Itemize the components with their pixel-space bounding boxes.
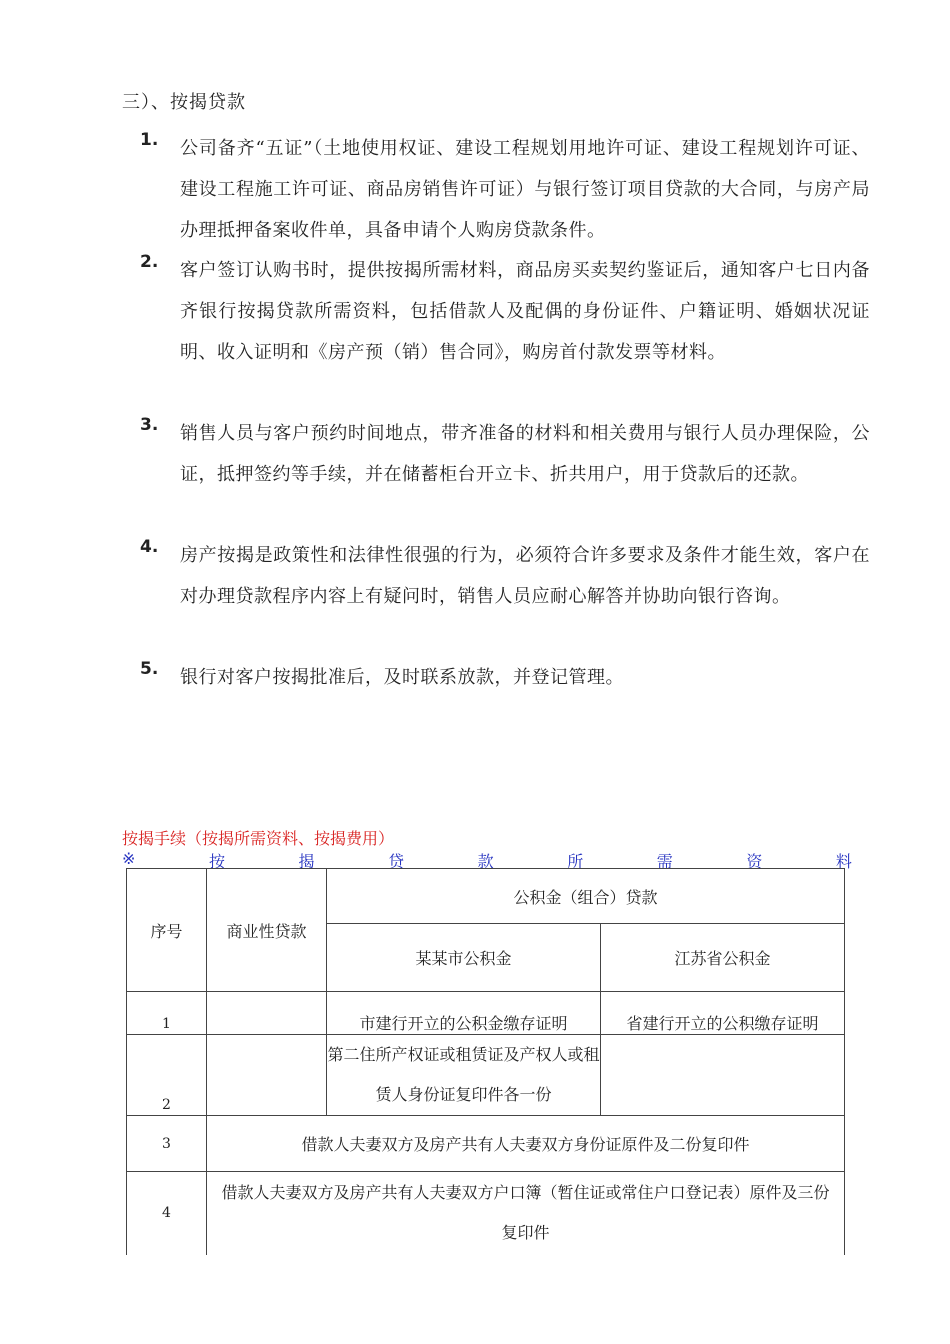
header-city-fund: 某某市公积金: [327, 924, 601, 992]
materials-table: [126, 868, 845, 1255]
row-province-fund: [601, 1035, 845, 1116]
materials-title-char: ※: [122, 849, 136, 868]
header-commercial-loan: 商业性贷款: [207, 869, 327, 992]
materials-title-char: 资: [746, 852, 763, 871]
table-header-row: [127, 869, 845, 924]
table-row: [127, 1035, 845, 1116]
materials-title-char: 贷: [388, 852, 405, 871]
list-item-number: 3.: [140, 415, 159, 435]
list-item-number: 1.: [140, 130, 159, 150]
list-item-text: 房产按揭是政策性和法律性很强的行为，必须符合许多要求及条件才能生效，客户在对办理贷款程序内容上有疑问时，销售人员应耐心解答并协助向银行咨询。: [180, 545, 870, 607]
row-province-fund: 省建行开立的公积缴存证明: [601, 992, 845, 1035]
row-seq: 3: [127, 1116, 207, 1172]
materials-title-char: 所: [567, 852, 584, 871]
list-item-number: 5.: [140, 659, 159, 679]
list-item-number: 2.: [140, 252, 159, 272]
list-item-number: 4.: [140, 537, 159, 557]
row-merged-content: 借款人夫妻双方及房产共有人夫妻双方户口簿（暂住证或常住户口登记表）原件及三份复印件: [207, 1172, 845, 1255]
row-city-fund: 第二住所产权证或租赁证及产权人或租赁人身份证复印件各一份: [327, 1035, 601, 1116]
row-commercial: [207, 1035, 327, 1116]
materials-title-char: 揭: [298, 852, 315, 871]
row-seq: 2: [127, 1035, 207, 1116]
materials-title-char: 款: [477, 852, 494, 871]
materials-title-char: 料: [835, 852, 852, 871]
row-commercial: [207, 992, 327, 1035]
list-item-text: 银行对客户按揭批准后，及时联系放款，并登记管理。: [180, 667, 624, 688]
header-seq: 序号: [127, 869, 207, 992]
table-row: [127, 992, 845, 1035]
section-heading: 三）、按揭贷款: [122, 92, 246, 113]
procedures-title: 按揭手续（按揭所需资料、按揭费用）: [122, 829, 395, 848]
list-item-text: 公司备齐“五证”（土地使用权证、建设工程规划用地许可证、建设工程规划许可证、建设工程施工许可证、商品房销售许可证）与银行签订项目贷款的大合同，与房产局办理抵押备案收件单，具备申请个人购房贷款条件。: [180, 138, 870, 241]
materials-title-char: 需: [656, 852, 673, 871]
row-merged-content: 借款人夫妻双方及房产共有人夫妻双方身份证原件及二份复印件: [207, 1116, 845, 1172]
materials-title-char: 按: [208, 852, 225, 871]
table-row: [127, 1172, 845, 1255]
table-row: [127, 1116, 845, 1172]
header-province-fund: 江苏省公积金: [601, 924, 845, 992]
row-seq: 1: [127, 992, 207, 1035]
list-item-text: 客户签订认购书时，提供按揭所需材料，商品房买卖契约鉴证后，通知客户七日内备齐银行按揭贷款所需资料，包括借款人及配偶的身份证件、户籍证明、婚姻状况证明、收入证明和《房产预（销）售合同》，购房首付款发票等材料。: [180, 260, 870, 363]
list-item-text: 销售人员与客户预约时间地点，带齐准备的材料和相关费用与银行人员办理保险，公证，抵押签约等手续，并在储蓄柜台开立卡、折共用户，用于贷款后的还款。: [180, 423, 870, 485]
row-seq: 4: [127, 1172, 207, 1255]
header-provident-loan: 公积金（组合）贷款: [327, 869, 845, 924]
row-city-fund: 市建行开立的公积金缴存证明: [327, 992, 601, 1035]
